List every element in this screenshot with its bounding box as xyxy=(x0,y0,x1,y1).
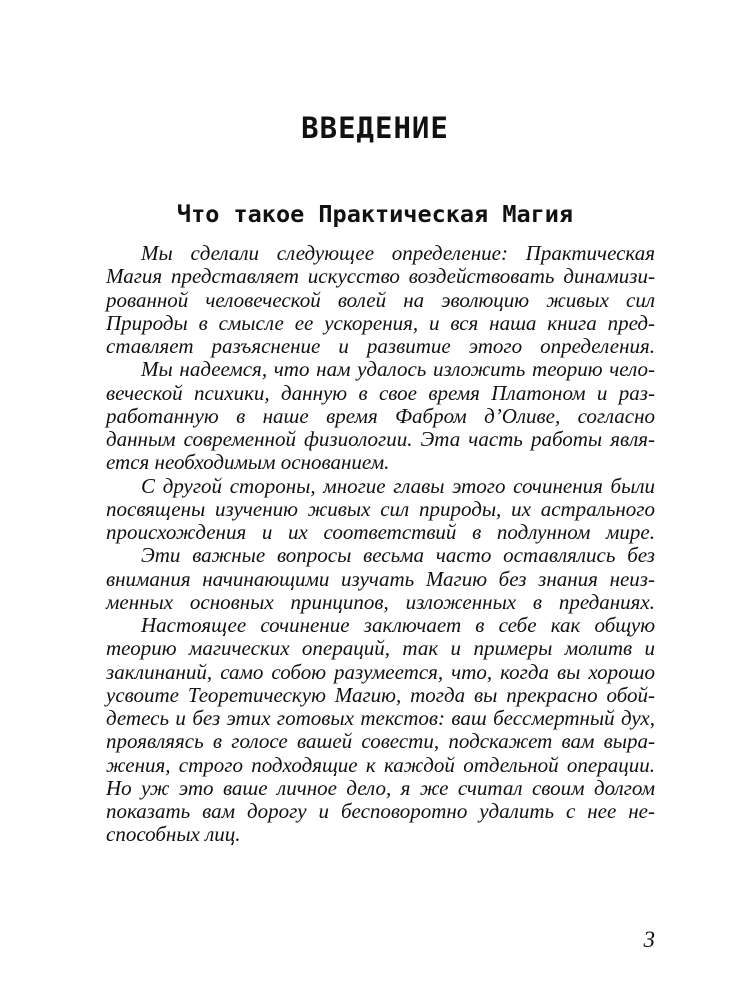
paragraph-line: менных основных принципов, изложенных в преданиях. xyxy=(106,589,655,614)
paragraph-line: Эти важные вопросы весьма часто оставлялись без xyxy=(141,543,655,568)
paragraph-line: С другой стороны, многие главы этого сочинения были xyxy=(141,473,655,498)
paragraph-line: заклинаний, само собою разумеется, что, когда вы хорошо xyxy=(106,659,655,684)
paragraph-line: работанную в наше время Фабром д’Оливе, согласно xyxy=(106,403,655,428)
chapter-title: ВВЕДЕНИЕ xyxy=(301,111,449,145)
paragraph-line: веческой психики, данную в свое время Платоном и раз- xyxy=(106,380,655,405)
paragraph-line: Природы в смысле ее ускорения, и вся наша книга пред- xyxy=(106,310,655,335)
paragraph-line: усвоите Теоретическую Магию, тогда вы прекрасно обой- xyxy=(106,682,655,707)
paragraph-line: внимания начинающими изучать Магию без знания неиз- xyxy=(106,566,655,591)
paragraph-line: Но уж это ваше личное дело, я же считал своим долгом xyxy=(106,775,655,800)
paragraph-line: Мы сделали следующее определение: Практическая xyxy=(141,241,655,265)
paragraph-line: Мы надеемся, что нам удалось изложить теорию чело- xyxy=(141,357,655,382)
paragraph-line: Магия представляет искусство воздействовать динамизи- xyxy=(106,264,655,289)
paragraph-line: жения, строго подходящие к каждой отдельной операции. xyxy=(106,752,655,777)
paragraph-line: теорию магических операций, так и примеры молитв и xyxy=(106,636,655,661)
paragraph-line: показать вам дорогу и бесповоротно удалить с нее не- xyxy=(106,799,655,823)
paragraph-line: Настоящее сочинение заключает в себе как общую xyxy=(141,613,655,637)
page-number: 3 xyxy=(643,927,655,952)
paragraph-line: ставляет разъяснение и развитие этого определения. xyxy=(106,334,655,358)
paragraph-line: происхождения и их соответствий в подлунном мире. xyxy=(106,520,655,544)
paragraph-line: данным современной физиологии. Эта часть работы явля- xyxy=(106,427,655,451)
section-title: Что такое Практическая Магия xyxy=(176,200,574,228)
paragraph-line: детесь и без этих готовых текстов: ваш бессмертный дух, xyxy=(106,706,655,730)
paragraph-line: проявляясь в голосе вашей совести, подскажет вам выра- xyxy=(106,729,655,754)
paragraph-line: ется необходимым основанием. xyxy=(106,450,390,475)
body-text xyxy=(0,242,750,847)
paragraph-line: способных лиц. xyxy=(106,822,241,847)
paragraph-line: рованной человеческой волей на эволюцию живых сил xyxy=(106,287,655,312)
paragraph-line: посвящены изучению живых сил природы, их астрального xyxy=(106,496,655,521)
